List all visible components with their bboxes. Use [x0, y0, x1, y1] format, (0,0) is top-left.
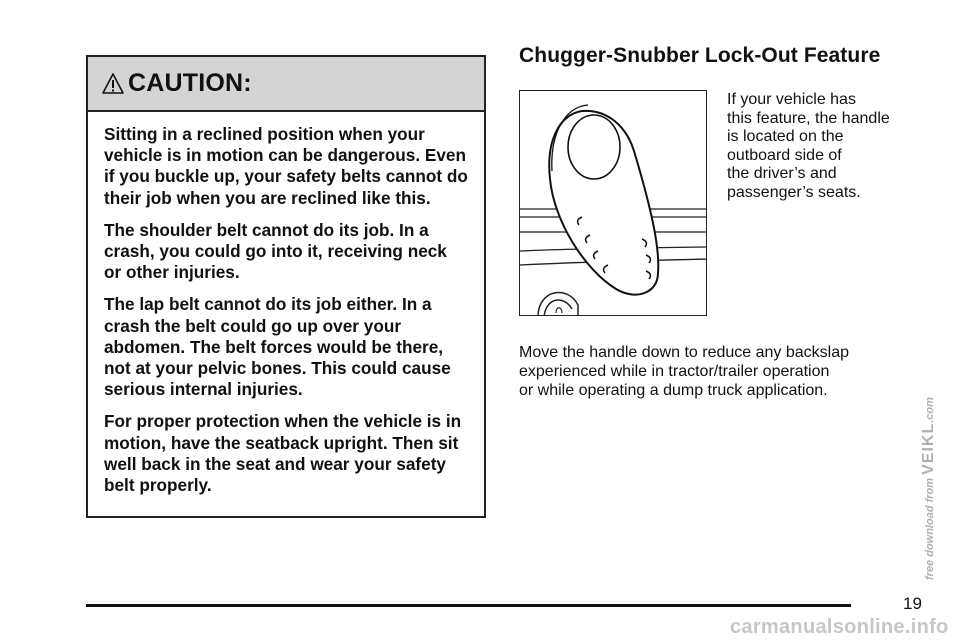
side-description: If your vehicle has this feature, the handle is located on the outboard side of the driver’s and passenger’s seats.	[727, 91, 890, 201]
caution-header	[88, 57, 484, 112]
caution-triangle-icon	[102, 72, 124, 96]
watermark-brand: VEIKL	[920, 422, 937, 475]
seat-handle-illustration	[519, 90, 707, 316]
caution-title: CAUTION:	[128, 69, 252, 97]
body-description: Move the handle down to reduce any backslap experienced while in tractor/trailer operation or while operating a dump truck application.	[519, 344, 849, 399]
caution-paragraph: For proper protection when the vehicle is in motion, have the seatback upright. Then sit well back in the seat and wear your safety belt properly.	[104, 411, 462, 496]
caution-body	[88, 112, 484, 496]
caution-paragraph: Sitting in a reclined position when your vehicle is in motion can be dangerous. Even if you buckle up, your safety belts cannot do their job when you are reclined like this.	[104, 124, 468, 208]
page-number: 19	[903, 594, 922, 613]
watermark	[920, 397, 938, 580]
caution-paragraph: The shoulder belt cannot do its job. In a crash, you could go into it, receiving neck or other injuries.	[104, 219, 447, 283]
seat-handle-drawing	[520, 91, 707, 316]
caution-box	[86, 55, 486, 518]
watermark-suffix: .com	[924, 397, 936, 423]
caution-paragraph: The lap belt cannot do its job either. In a crash the belt could go up over your abdomen. The belt forces would be there, not at your pelvic bones. This could cause serious internal injuries.	[104, 294, 451, 400]
section-heading: Chugger-Snubber Lock-Out Feature	[519, 44, 881, 67]
site-footer-watermark: carmanualsonline.info	[730, 616, 949, 638]
footer-rule	[86, 604, 851, 607]
watermark-prefix: free download from	[924, 477, 936, 580]
